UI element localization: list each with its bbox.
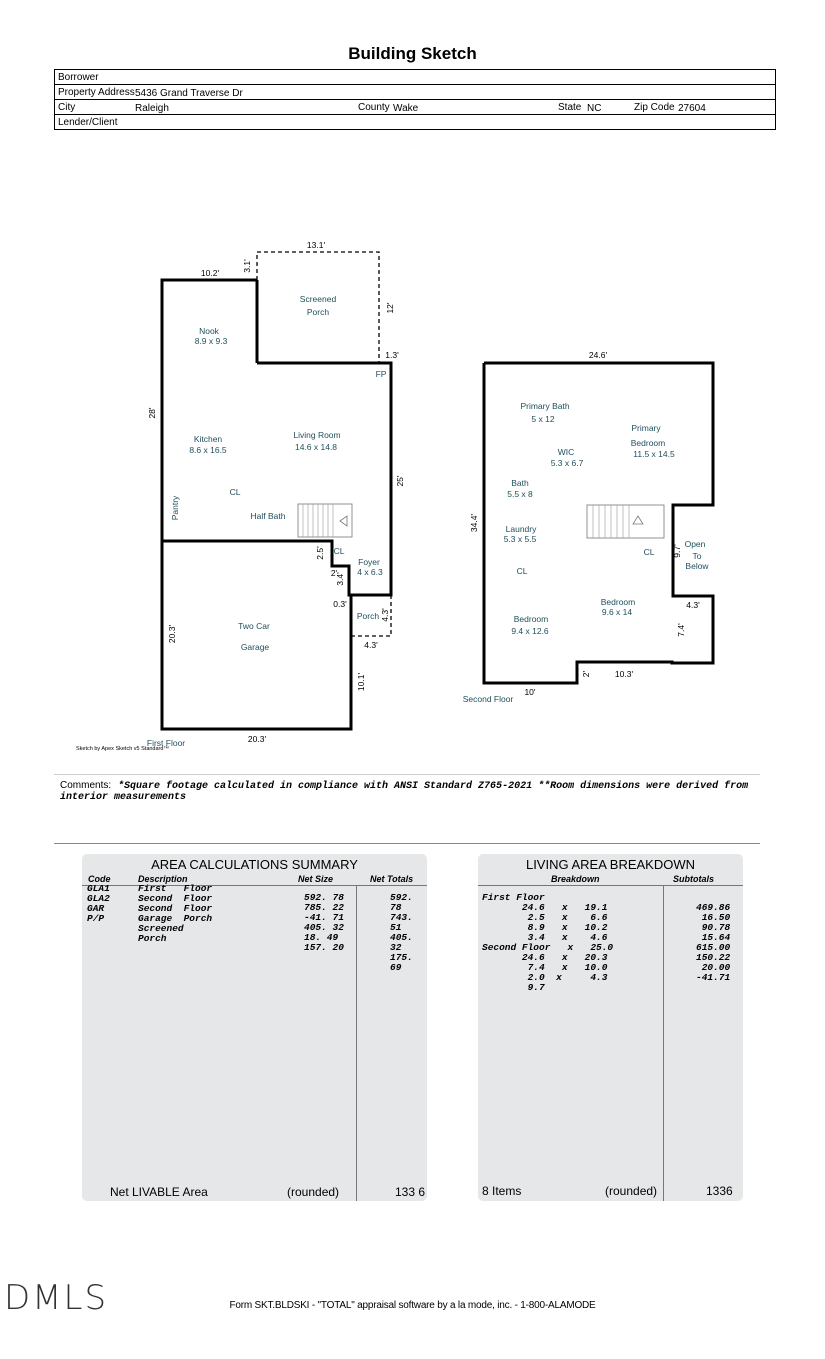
- primary-bedroom-label-2: Bedroom: [630, 438, 666, 448]
- wic-size: 5.3 x 6.7: [550, 458, 584, 468]
- open-to-below-label-2: To: [692, 551, 702, 561]
- zip-label: Zip Code: [634, 102, 675, 113]
- primary-bedroom-size: 11.5 x 14.5: [633, 449, 675, 459]
- first-floor-plan: [147, 240, 405, 748]
- open-to-below-label: Open: [684, 539, 706, 549]
- dimension-label: 20.3': [167, 624, 177, 644]
- col-net-totals-header: Net Totals: [370, 874, 414, 884]
- property-address-label: Property Address: [58, 87, 135, 98]
- garage-label-2: Garage: [240, 642, 270, 652]
- borrower-label: Borrower: [58, 72, 99, 83]
- property-address-value: 5436 Grand Traverse Dr: [135, 88, 243, 99]
- nook-label: Nook: [199, 326, 219, 336]
- dimension-label: 0.3': [333, 599, 347, 609]
- dimension-label: 12': [385, 302, 395, 314]
- closet-label-2: CL: [643, 547, 655, 557]
- county-value: Wake: [393, 103, 419, 114]
- primary-bedroom-label: Primary: [631, 423, 661, 433]
- porch-label: Porch: [356, 611, 380, 621]
- dimension-label: 4.3': [364, 640, 378, 650]
- first-floor-stairs: [298, 504, 352, 537]
- closet-label: CL: [516, 566, 528, 576]
- comments-label: Comments:: [60, 780, 112, 791]
- pantry-label: Pantry: [170, 495, 180, 521]
- bedroom-2-size: 9.6 x 14: [601, 607, 633, 617]
- living-room-label: Living Room: [293, 430, 341, 440]
- rounded-label: (rounded): [287, 1185, 340, 1199]
- living-room-size: 14.6 x 14.8: [294, 442, 338, 452]
- page-title: Building Sketch: [348, 44, 477, 63]
- area-summary-title: AREA CALCULATIONS SUMMARY: [151, 857, 358, 872]
- foyer-size: 4 x 6.3: [357, 567, 383, 577]
- state-value: NC: [587, 103, 602, 114]
- dimension-label: 2.5': [315, 546, 325, 560]
- primary-bath-label: Primary Bath: [520, 401, 570, 411]
- dimension-label: 7.4': [676, 623, 686, 637]
- living-breakdown-title: LIVING AREA BREAKDOWN: [525, 857, 696, 872]
- area-net-totals: 592. 78 743. 51 405. 32 175. 69: [390, 892, 413, 973]
- garage-walls: [162, 541, 351, 729]
- dimension-label: 34.4': [469, 513, 479, 533]
- lender-row: [55, 115, 775, 130]
- dimension-label: 10.3': [614, 669, 634, 679]
- second-floor-stairs: [587, 505, 664, 538]
- first-floor-caption: First Floor: [146, 738, 186, 748]
- fireplace-label: FP: [375, 369, 387, 379]
- dimension-label: 10.2': [200, 268, 220, 278]
- bath-size: 5.5 x 8: [507, 489, 533, 499]
- header-divider: [82, 885, 427, 886]
- items-count: 8 Items: [482, 1184, 522, 1198]
- breakdown-lines: First Floor 24.6 x 19.1 2.5 x 6.6 8.9 x 10.2 3.4 x 4.6 Second Floor x 25.0 24.6 x 20.3 7.4 x 10.0 2.0 x 4.3 9.7: [482, 892, 614, 993]
- col-net-size-header: Net Size: [298, 874, 334, 884]
- floor-plan-sketch: [0, 220, 825, 760]
- stairs-arrow-icon: [633, 516, 643, 524]
- dimension-label: 25': [395, 475, 405, 487]
- dimension-label: 2': [581, 670, 591, 678]
- half-bath-label: Half Bath: [250, 511, 286, 521]
- lender-label: Lender/Client: [58, 117, 118, 128]
- closet-label: CL: [229, 487, 241, 497]
- open-to-below-label-3: Below: [685, 561, 709, 571]
- city-value: Raleigh: [135, 103, 169, 114]
- subtotals-lines: 469.86 16.50 90.78 15.64 615.00 150.22 20.00 -41.71: [696, 902, 731, 983]
- dimension-label: 4.3': [380, 608, 390, 622]
- city-label: City: [58, 102, 76, 113]
- wic-label: WIC: [557, 447, 575, 457]
- laundry-label: Laundry: [505, 524, 537, 534]
- garage-label: Two Car: [238, 621, 270, 631]
- second-floor-caption: Second Floor: [462, 694, 514, 704]
- comments-text: *Square footage calculated in compliance with ANSI Standard Z765-2021 **Room dimensions were derived from interior measurements: [60, 781, 749, 803]
- area-codes: GLA1 GLA2 GAR P/P: [87, 883, 110, 924]
- divider: [54, 843, 760, 844]
- laundry-size: 5.3 x 5.5: [503, 534, 537, 544]
- dimension-label: 9.7': [672, 544, 682, 558]
- bedroom-3-size: 9.4 x 12.6: [511, 626, 549, 636]
- header-divider: [478, 885, 743, 886]
- col-description-header: Description: [138, 874, 188, 884]
- divider: [54, 774, 760, 775]
- address-row: [55, 85, 775, 100]
- closet-label-2: CL: [333, 546, 345, 556]
- form-footer: Form SKT.BLDSKI - "TOTAL" appraisal software by a la mode, inc. - 1-800-ALAMODE: [229, 1300, 596, 1311]
- area-calculations-summary-panel: [82, 854, 427, 1201]
- dimension-label: 28': [147, 407, 157, 419]
- stairs-arrow-icon: [340, 516, 347, 526]
- dimension-label: 2': [330, 568, 338, 578]
- column-divider: [356, 885, 357, 1201]
- zip-value: 27604: [678, 103, 706, 114]
- kitchen-label: Kitchen: [193, 434, 223, 444]
- dimension-label: 3.4': [335, 572, 345, 586]
- city-row: [55, 100, 775, 115]
- area-descriptions: First Floor Second Floor Second Floor Garage Porch Screened Porch: [138, 883, 213, 944]
- dimension-label: 20.3': [247, 734, 267, 744]
- column-divider: [663, 885, 664, 1201]
- primary-bath-size: 5 x 12: [531, 414, 555, 424]
- nook-size: 8.9 x 9.3: [194, 336, 228, 346]
- dimension-label: 4.3': [686, 600, 700, 610]
- sketch-credit: Sketch by Apex Sketch v5 Standard™: [76, 746, 169, 752]
- screened-porch-label-2: Porch: [306, 307, 330, 317]
- dimension-label: 13.1': [306, 240, 326, 250]
- kitchen-size: 8.6 x 16.5: [189, 445, 227, 455]
- bath-label: Bath: [511, 478, 529, 488]
- net-livable-area-value: 133 6: [395, 1185, 426, 1199]
- county-label: County: [358, 102, 390, 113]
- dimension-label: 3.1': [242, 259, 252, 273]
- living-area-breakdown-panel: [478, 854, 743, 1201]
- foyer-label: Foyer: [358, 557, 380, 567]
- state-label: State: [558, 102, 582, 113]
- dimension-label: 10.1': [356, 672, 366, 692]
- col-subtotals-header: Subtotals: [673, 874, 715, 884]
- dmls-logo: DMLS: [4, 1278, 109, 1318]
- dimension-label: 1.3': [385, 350, 399, 360]
- rounded-label: (rounded): [605, 1184, 658, 1198]
- bedroom-3-label: Bedroom: [513, 614, 549, 624]
- area-net-sizes: 592. 78 785. 22 -41. 71 405. 32 18. 49 157. 20: [304, 892, 344, 953]
- screened-porch-label: Screened: [299, 294, 337, 304]
- living-area-total: 1336: [706, 1184, 733, 1198]
- dimension-label: 24.6': [588, 350, 608, 360]
- dimension-label: 10': [524, 687, 536, 697]
- net-livable-area-label: Net LIVABLE Area: [110, 1185, 208, 1199]
- col-breakdown-header: Breakdown: [551, 874, 600, 884]
- borrower-row: [55, 70, 775, 85]
- col-code-header: Code: [88, 874, 111, 884]
- second-floor-plan: [463, 350, 713, 704]
- property-header-table: [54, 69, 776, 130]
- bedroom-2-label: Bedroom: [600, 597, 636, 607]
